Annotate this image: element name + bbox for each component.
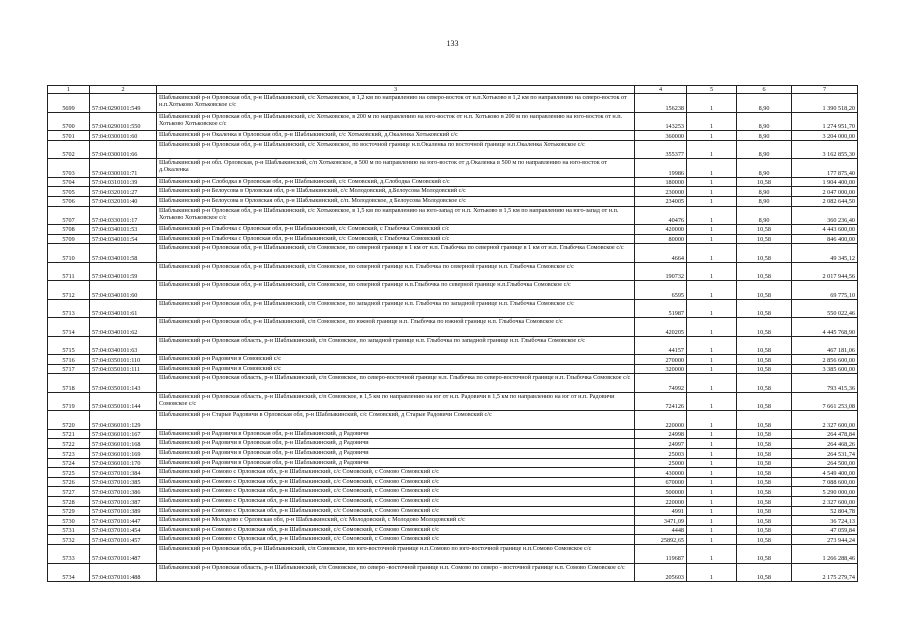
rate-cell: 8,90 <box>737 112 792 131</box>
row-number-cell: 5719 <box>48 392 90 411</box>
cadastral-number-cell: 57:04:0360101:167 <box>90 429 157 439</box>
description-cell: Шаблыкинский р-н Сомово с Орловская обл, р-н Шаблыкинский, с/с Сомовский, с Сомово Сомовский с/с <box>157 468 635 478</box>
rate-cell: 10,58 <box>737 281 792 300</box>
rate-cell: 10,58 <box>737 355 792 365</box>
rate-cell: 8,90 <box>737 196 792 206</box>
quantity-cell: 1 <box>687 112 737 131</box>
rate-cell: 10,58 <box>737 439 792 449</box>
area-cell: 74992 <box>635 374 687 393</box>
cadastral-number-cell: 57:04:0360101:129 <box>90 411 157 430</box>
table-row <box>48 336 858 355</box>
row-number-cell: 5734 <box>48 563 90 582</box>
value-cell: 47 059,84 <box>792 525 858 535</box>
quantity-cell: 1 <box>687 299 737 318</box>
description-cell: Шаблыкинский р-н Окаленка в Орловская обл, р-н Шаблыкинский, с/с Хотьковский, д.Окаленка Хотьковский с/с <box>157 131 635 141</box>
value-cell: 69 775,10 <box>792 281 858 300</box>
rate-cell: 8,90 <box>737 140 792 159</box>
area-cell: 156238 <box>635 94 687 113</box>
header-cell: 5 <box>687 86 737 94</box>
cadastral-number-cell: 57:04:0300101:66 <box>90 140 157 159</box>
table-row <box>48 392 858 411</box>
area-cell: 230000 <box>635 187 687 197</box>
area-cell: 19986 <box>635 159 687 178</box>
value-cell: 846 400,00 <box>792 234 858 244</box>
area-cell: 4664 <box>635 244 687 263</box>
rate-cell: 10,58 <box>737 392 792 411</box>
area-cell: 24997 <box>635 439 687 449</box>
table-row <box>48 535 858 545</box>
description-cell: Шаблыкинский р-н Старые Радовичи в Орловская обл, р-н Шаблыкинский, с/с Сомовский, д Старые Радовичи Сомовский с/с <box>157 411 635 430</box>
row-number-cell: 5727 <box>48 487 90 497</box>
value-cell: 264 478,84 <box>792 429 858 439</box>
area-cell: 190732 <box>635 262 687 281</box>
table-row <box>48 429 858 439</box>
area-cell: 270000 <box>635 355 687 365</box>
land-plots-table <box>47 85 858 582</box>
cadastral-number-cell: 57:04:0370101:487 <box>90 545 157 564</box>
area-cell: 420205 <box>635 318 687 337</box>
rate-cell: 10,58 <box>737 364 792 374</box>
value-cell: 49 345,12 <box>792 244 858 263</box>
row-number-cell: 5712 <box>48 281 90 300</box>
cadastral-number-cell: 57:04:0310101:39 <box>90 177 157 187</box>
cadastral-number-cell: 57:04:0370101:386 <box>90 487 157 497</box>
table-row <box>48 262 858 281</box>
row-number-cell: 5726 <box>48 477 90 487</box>
area-cell: 180000 <box>635 177 687 187</box>
header-cell: 6 <box>737 86 792 94</box>
quantity-cell: 1 <box>687 318 737 337</box>
quantity-cell: 1 <box>687 177 737 187</box>
row-number-cell: 5717 <box>48 364 90 374</box>
quantity-cell: 1 <box>687 439 737 449</box>
cadastral-number-cell: 57:04:0330101:17 <box>90 206 157 225</box>
quantity-cell: 1 <box>687 244 737 263</box>
cadastral-number-cell: 57:04:0370101:457 <box>90 535 157 545</box>
rate-cell: 10,58 <box>737 225 792 235</box>
cadastral-number-cell: 57:04:0370101:488 <box>90 563 157 582</box>
description-cell: Шаблыкинский р-н Белоусова в Орловская обл, р-н Шаблыкинский, с/с Молодовский, д.Белоусова Молодовский с/с <box>157 187 635 197</box>
description-cell: Шаблыкинский р-н Орловская обл, р-н Шаблыкинский, с/с Хотьковское, по восточной границе н.п.Окаленка по восточной границе н.п.Окаленка Хотьковское с/с <box>157 140 635 159</box>
cadastral-number-cell: 57:04:0340101:62 <box>90 318 157 337</box>
rate-cell: 10,58 <box>737 411 792 430</box>
value-cell: 5 290 000,00 <box>792 487 858 497</box>
header-cell: 1 <box>48 86 90 94</box>
rate-cell: 10,58 <box>737 458 792 468</box>
description-cell: Шаблыкинский р-н Радовичи в Орловская обл, р-н Шаблыкинский, д Радовичи <box>157 429 635 439</box>
table-row <box>48 225 858 235</box>
quantity-cell: 1 <box>687 355 737 365</box>
description-cell: Шаблыкинский р-н Молодово с Орловская обл, р-н Шаблыкинский, с/с Молодовский, с Молодово Молодовский с/с <box>157 516 635 526</box>
table-row <box>48 563 858 582</box>
value-cell: 3 385 600,00 <box>792 364 858 374</box>
description-cell: Шаблыкинский р-н Орловская обл, р-н Шаблыкинский, с/с Хотьковское, в 1,2 км по направлению на северо-восток от н.п.Хотьково в 1,2 км по направлению на северо-восток от н.п.Хотьково Хотьковское с/с <box>157 94 635 113</box>
value-cell: 4 549 400,00 <box>792 468 858 478</box>
value-cell: 7 088 600,00 <box>792 477 858 487</box>
quantity-cell: 1 <box>687 392 737 411</box>
area-cell: 234005 <box>635 196 687 206</box>
table-row <box>48 468 858 478</box>
value-cell: 1 904 400,00 <box>792 177 858 187</box>
quantity-cell: 1 <box>687 206 737 225</box>
description-cell: Шаблыкинский р-н Орловская обл, р-н Шаблыкинский, с/п Сомовское, по юго-восточной границе н.п.Сомово по юго-восточной границе н.п.Сомово Сомовское с/с <box>157 545 635 564</box>
quantity-cell: 1 <box>687 468 737 478</box>
cadastral-number-cell: 57:04:0370101:447 <box>90 516 157 526</box>
row-number-cell: 5725 <box>48 468 90 478</box>
rate-cell: 10,58 <box>737 497 792 507</box>
row-number-cell: 5705 <box>48 187 90 197</box>
value-cell: 2 175 279,74 <box>792 563 858 582</box>
table-row <box>48 497 858 507</box>
rate-cell: 10,58 <box>737 318 792 337</box>
value-cell: 2 017 944,56 <box>792 262 858 281</box>
cadastral-number-cell: 57:04:0290101:549 <box>90 94 157 113</box>
quantity-cell: 1 <box>687 563 737 582</box>
row-number-cell: 5729 <box>48 506 90 516</box>
description-cell: Шаблыкинский р-н Радовичи в Сомовский с/с <box>157 355 635 365</box>
row-number-cell: 5713 <box>48 299 90 318</box>
row-number-cell: 5715 <box>48 336 90 355</box>
cadastral-number-cell: 57:04:0350101:111 <box>90 364 157 374</box>
quantity-cell: 1 <box>687 196 737 206</box>
table-row <box>48 299 858 318</box>
table-row <box>48 545 858 564</box>
value-cell: 273 944,24 <box>792 535 858 545</box>
description-cell: Шаблыкинский р-н Сомово с Орловская обл, р-н Шаблыкинский, с/с Сомовский, с Сомово Сомовский с/с <box>157 477 635 487</box>
cadastral-number-cell: 57:04:0290101:550 <box>90 112 157 131</box>
area-cell: 4448 <box>635 525 687 535</box>
table-row <box>48 364 858 374</box>
cadastral-number-cell: 57:04:0360101:170 <box>90 458 157 468</box>
table-row <box>48 525 858 535</box>
description-cell: Шаблыкинский р-н Радовичи в Сомовский с/с <box>157 364 635 374</box>
quantity-cell: 1 <box>687 364 737 374</box>
table-row <box>48 516 858 526</box>
description-cell: Шаблыкинский р-н Орловская обл, р-н Шаблыкинский, с/п Сомовское, по западной границе н.п. Глыбочка по западной границе н.п. Глыбочка Сомовское с/с <box>157 299 635 318</box>
rate-cell: 10,58 <box>737 525 792 535</box>
description-cell: Шаблыкинский р-н Слободка в Орловская обл, р-н Шаблыкинский, с/с Сомовский, д.Слободка Сомовский с/с <box>157 177 635 187</box>
value-cell: 264 500,00 <box>792 458 858 468</box>
rate-cell: 10,58 <box>737 429 792 439</box>
header-cell: 7 <box>792 86 858 94</box>
area-cell: 80000 <box>635 234 687 244</box>
row-number-cell: 5723 <box>48 449 90 459</box>
table-row <box>48 131 858 141</box>
area-cell: 355377 <box>635 140 687 159</box>
cadastral-number-cell: 57:04:0320101:40 <box>90 196 157 206</box>
rate-cell: 10,58 <box>737 563 792 582</box>
area-cell: 44157 <box>635 336 687 355</box>
description-cell: Шаблыкинский р-н обл. Орловская, р-н Шаблыкинский, с/п Хотьковское, в 500 м по направлению на юго-восток от д.Окаленка в 500 м по направлению на юго-восток от д.Окаленка <box>157 159 635 178</box>
rate-cell: 10,58 <box>737 244 792 263</box>
cadastral-number-cell: 57:04:0320101:27 <box>90 187 157 197</box>
table-row <box>48 318 858 337</box>
area-cell: 24998 <box>635 429 687 439</box>
header-cell: 4 <box>635 86 687 94</box>
row-number-cell: 5724 <box>48 458 90 468</box>
quantity-cell: 1 <box>687 525 737 535</box>
value-cell: 4 445 768,90 <box>792 318 858 337</box>
table-row <box>48 234 858 244</box>
quantity-cell: 1 <box>687 336 737 355</box>
description-cell: Шаблыкинский р-н Сомово с Орловская обл, р-н Шаблыкинский, с/с Сомовский, с Сомово Сомовский с/с <box>157 497 635 507</box>
quantity-cell: 1 <box>687 411 737 430</box>
description-cell: Шаблыкинский р-н Орловская обл, р-н Шаблыкинский, с/п Сомовское, по южной границе н.п. Глыбочка по южной границе н.п. Глыбочка Сомовское с/с <box>157 318 635 337</box>
value-cell: 2 327 600,00 <box>792 497 858 507</box>
rate-cell: 8,90 <box>737 187 792 197</box>
row-number-cell: 5699 <box>48 94 90 113</box>
rate-cell: 10,58 <box>737 516 792 526</box>
value-cell: 52 804,78 <box>792 506 858 516</box>
row-number-cell: 5700 <box>48 112 90 131</box>
value-cell: 2 327 600,00 <box>792 411 858 430</box>
description-cell: Шаблыкинский р-н Сомово с Орловская обл, р-н Шаблыкинский, с/с Сомовский, с Сомово Сомовский с/с <box>157 487 635 497</box>
area-cell: 500000 <box>635 487 687 497</box>
table-row <box>48 140 858 159</box>
value-cell: 2 047 000,00 <box>792 187 858 197</box>
cadastral-number-cell: 57:04:0360101:168 <box>90 439 157 449</box>
quantity-cell: 1 <box>687 477 737 487</box>
description-cell: Шаблыкинский р-н Радовичи в Орловская обл, р-н Шаблыкинский, д Радовичи <box>157 439 635 449</box>
quantity-cell: 1 <box>687 159 737 178</box>
quantity-cell: 1 <box>687 262 737 281</box>
value-cell: 360 236,40 <box>792 206 858 225</box>
row-number-cell: 5733 <box>48 545 90 564</box>
row-number-cell: 5711 <box>48 262 90 281</box>
row-number-cell: 5709 <box>48 234 90 244</box>
area-cell: 143253 <box>635 112 687 131</box>
quantity-cell: 1 <box>687 429 737 439</box>
description-cell: Шаблыкинский р-н Глыбочка с Орловская обл, р-н Шаблыкинский, с/с Сомовский, с Глыбочка Сомовский с/с <box>157 225 635 235</box>
cadastral-number-cell: 57:04:0340101:63 <box>90 336 157 355</box>
cadastral-number-cell: 57:04:0340101:60 <box>90 281 157 300</box>
rate-cell: 10,58 <box>737 449 792 459</box>
description-cell: Шаблыкинский р-н Орловская обл, р-н Шаблыкинский, с/п Сомовское, по северной границе н.п.Глыбочка по северной границе н.п.Глыбочка Сомовское с/с <box>157 281 635 300</box>
quantity-cell: 1 <box>687 187 737 197</box>
rate-cell: 10,58 <box>737 336 792 355</box>
cadastral-number-cell: 57:04:0350101:110 <box>90 355 157 365</box>
area-cell: 430000 <box>635 468 687 478</box>
value-cell: 1 390 518,20 <box>792 94 858 113</box>
table-row <box>48 449 858 459</box>
description-cell: Шаблыкинский р-н Глыбочка с Орловская обл, р-н Шаблыкинский, с/с Сомовский, с Глыбочка Сомовский с/с <box>157 234 635 244</box>
value-cell: 1 274 951,70 <box>792 112 858 131</box>
row-number-cell: 5706 <box>48 196 90 206</box>
row-number-cell: 5721 <box>48 429 90 439</box>
value-cell: 36 724,13 <box>792 516 858 526</box>
rate-cell: 10,58 <box>737 477 792 487</box>
rate-cell: 10,58 <box>737 262 792 281</box>
rate-cell: 10,58 <box>737 535 792 545</box>
cadastral-number-cell: 57:04:0370101:454 <box>90 525 157 535</box>
quantity-cell: 1 <box>687 140 737 159</box>
rate-cell: 8,90 <box>737 131 792 141</box>
table-row <box>48 477 858 487</box>
row-number-cell: 5718 <box>48 374 90 393</box>
cadastral-number-cell: 57:04:0360101:169 <box>90 449 157 459</box>
cadastral-number-cell: 57:04:0300101:60 <box>90 131 157 141</box>
row-number-cell: 5728 <box>48 497 90 507</box>
table-row <box>48 281 858 300</box>
row-number-cell: 5703 <box>48 159 90 178</box>
area-cell: 724126 <box>635 392 687 411</box>
value-cell: 793 415,36 <box>792 374 858 393</box>
rate-cell: 10,58 <box>737 234 792 244</box>
value-cell: 3 162 855,30 <box>792 140 858 159</box>
rate-cell: 10,58 <box>737 487 792 497</box>
table-row <box>48 355 858 365</box>
description-cell: Шаблыкинский р-н Орловская область, р-н Шаблыкинский, с/п Сомовское, в 1,5 км по направлению на юг от н.п. Радовичи в 1,5 км по направлению на юг от н.п. Радовичи Сомовское с/с <box>157 392 635 411</box>
area-cell: 25000 <box>635 458 687 468</box>
cadastral-number-cell: 57:04:0350101:143 <box>90 374 157 393</box>
row-number-cell: 5702 <box>48 140 90 159</box>
area-cell: 4991 <box>635 506 687 516</box>
row-number-cell: 5722 <box>48 439 90 449</box>
area-cell: 420000 <box>635 225 687 235</box>
table-row <box>48 411 858 430</box>
quantity-cell: 1 <box>687 281 737 300</box>
table-row <box>48 94 858 113</box>
area-cell: 6595 <box>635 281 687 300</box>
cadastral-number-cell: 57:04:0350101:144 <box>90 392 157 411</box>
rate-cell: 10,58 <box>737 506 792 516</box>
row-number-cell: 5704 <box>48 177 90 187</box>
table-row <box>48 458 858 468</box>
table-row <box>48 487 858 497</box>
description-cell: Шаблыкинский р-н Орловская обл, р-н Шаблыкинский, с/п Сомовское, по северной границе н.п. Глыбочка по северной границе н.п. Глыбочка Сомовское с/с <box>157 262 635 281</box>
description-cell: Шаблыкинский р-н Орловская область, р-н Шаблыкинский, с/п Сомовское, по северо -восточной границе н.п. Сомово по северо - восточной границе н.п. Сомово Сомовское с/с <box>157 563 635 582</box>
description-cell: Шаблыкинский р-н Радовичи в Орловская обл, р-н Шаблыкинский, д Радовичи <box>157 458 635 468</box>
description-cell: Шаблыкинский р-н Радовичи в Орловская обл, р-н Шаблыкинский, д Радовичи <box>157 449 635 459</box>
table-row <box>48 196 858 206</box>
table-row <box>48 244 858 263</box>
row-number-cell: 5730 <box>48 516 90 526</box>
quantity-cell: 1 <box>687 487 737 497</box>
value-cell: 177 875,40 <box>792 159 858 178</box>
table-row <box>48 187 858 197</box>
quantity-cell: 1 <box>687 374 737 393</box>
cadastral-number-cell: 57:04:0340101:53 <box>90 225 157 235</box>
cadastral-number-cell: 57:04:0340101:54 <box>90 234 157 244</box>
area-cell: 51987 <box>635 299 687 318</box>
description-cell: Шаблыкинский р-н Орловская обл, р-н Шаблыкинский, с/п Сомовское, по северной границе в 1 км от н.п. Глыбочка по северной границе в 1 км от н.п. Глыбочка Сомовское с/с <box>157 244 635 263</box>
area-cell: 25003 <box>635 449 687 459</box>
value-cell: 4 443 600,00 <box>792 225 858 235</box>
table-row <box>48 159 858 178</box>
description-cell: Шаблыкинский р-н Белоусова в Орловская обл, р-н Шаблыкинский, с/п. Молодовское, д Белоусова Молодовское с/с <box>157 196 635 206</box>
cadastral-number-cell: 57:04:0370101:389 <box>90 506 157 516</box>
header-row <box>48 86 858 94</box>
rate-cell: 8,90 <box>737 159 792 178</box>
quantity-cell: 1 <box>687 94 737 113</box>
description-cell: Шаблыкинский р-н Сомово с Орловская обл, р-н Шаблыкинский, с/с Сомовский, с Сомово Сомовский с/с <box>157 525 635 535</box>
table-row <box>48 177 858 187</box>
header-cell: 2 <box>90 86 157 94</box>
quantity-cell: 1 <box>687 131 737 141</box>
cadastral-number-cell: 57:04:0340101:58 <box>90 244 157 263</box>
rate-cell: 8,90 <box>737 94 792 113</box>
table-row <box>48 439 858 449</box>
description-cell: Шаблыкинский р-н Орловская обл, р-н Шаблыкинский, с/с Хотьковское, в 1,5 км по направлению на юго-запад от н.п. Хотьково в 1,5 км по направлению на юго-запад от н.п. Хотьково Хотьковское с/с <box>157 206 635 225</box>
row-number-cell: 5714 <box>48 318 90 337</box>
quantity-cell: 1 <box>687 458 737 468</box>
value-cell: 1 266 288,46 <box>792 545 858 564</box>
quantity-cell: 1 <box>687 516 737 526</box>
value-cell: 2 082 644,50 <box>792 196 858 206</box>
description-cell: Шаблыкинский р-н Орловская область, р-н Шаблыкинский, с/п Сомовское, по западной границе н.п. Глыбочка по западной границе н.п. Глыбочка Сомовское с/с <box>157 336 635 355</box>
area-cell: 40476 <box>635 206 687 225</box>
value-cell: 7 661 253,08 <box>792 392 858 411</box>
area-cell: 205603 <box>635 563 687 582</box>
cadastral-number-cell: 57:04:0370101:387 <box>90 497 157 507</box>
cadastral-number-cell: 57:04:0340101:61 <box>90 299 157 318</box>
table-row <box>48 374 858 393</box>
row-number-cell: 5708 <box>48 225 90 235</box>
value-cell: 550 022,46 <box>792 299 858 318</box>
page-number: 133 <box>446 39 459 48</box>
row-number-cell: 5707 <box>48 206 90 225</box>
value-cell: 264 531,74 <box>792 449 858 459</box>
description-cell: Шаблыкинский р-н Орловская обл, р-н Шаблыкинский, с/с Хотьковское, в 200 м по направлению на юго-восток от н.п. Хотьково в 200 м по направлению на юго-восток от н.п. Хотьково Хотьковское с/с <box>157 112 635 131</box>
area-cell: 220000 <box>635 411 687 430</box>
area-cell: 25892,65 <box>635 535 687 545</box>
row-number-cell: 5731 <box>48 525 90 535</box>
area-cell: 119687 <box>635 545 687 564</box>
rate-cell: 10,58 <box>737 374 792 393</box>
table-body <box>48 86 858 582</box>
table-row <box>48 206 858 225</box>
area-cell: 3471,09 <box>635 516 687 526</box>
rate-cell: 10,58 <box>737 177 792 187</box>
quantity-cell: 1 <box>687 497 737 507</box>
rate-cell: 10,58 <box>737 545 792 564</box>
quantity-cell: 1 <box>687 449 737 459</box>
area-cell: 360000 <box>635 131 687 141</box>
table-row <box>48 112 858 131</box>
row-number-cell: 5732 <box>48 535 90 545</box>
table-row <box>48 506 858 516</box>
area-cell: 320000 <box>635 364 687 374</box>
value-cell: 3 204 000,00 <box>792 131 858 141</box>
header-cell: 3 <box>157 86 635 94</box>
row-number-cell: 5710 <box>48 244 90 263</box>
value-cell: 2 856 600,00 <box>792 355 858 365</box>
cadastral-number-cell: 57:04:0300101:71 <box>90 159 157 178</box>
area-cell: 220000 <box>635 497 687 507</box>
value-cell: 264 468,26 <box>792 439 858 449</box>
description-cell: Шаблыкинский р-н Орловская область, р-н Шаблыкинский, с/п Сомовское, по северо-восточной границе н.п. Глыбочка по северо-восточной границе н.п. Глыбочка Сомовское с/с <box>157 374 635 393</box>
row-number-cell: 5701 <box>48 131 90 141</box>
quantity-cell: 1 <box>687 506 737 516</box>
row-number-cell: 5716 <box>48 355 90 365</box>
description-cell: Шаблыкинский р-н Сомово с Орловская обл, р-н Шаблыкинский, с/с Сомовский, с Сомово Сомовский с/с <box>157 506 635 516</box>
rate-cell: 10,58 <box>737 468 792 478</box>
cadastral-number-cell: 57:04:0370101:385 <box>90 477 157 487</box>
quantity-cell: 1 <box>687 545 737 564</box>
cadastral-number-cell: 57:04:0340101:59 <box>90 262 157 281</box>
quantity-cell: 1 <box>687 535 737 545</box>
area-cell: 670000 <box>635 477 687 487</box>
quantity-cell: 1 <box>687 234 737 244</box>
row-number-cell: 5720 <box>48 411 90 430</box>
rate-cell: 8,90 <box>737 206 792 225</box>
value-cell: 467 181,06 <box>792 336 858 355</box>
rate-cell: 10,58 <box>737 299 792 318</box>
cadastral-number-cell: 57:04:0370101:384 <box>90 468 157 478</box>
description-cell: Шаблыкинский р-н Сомово с Орловская обл, р-н Шаблыкинский, с/с Сомовский, с Сомово Сомовский с/с <box>157 535 635 545</box>
quantity-cell: 1 <box>687 225 737 235</box>
